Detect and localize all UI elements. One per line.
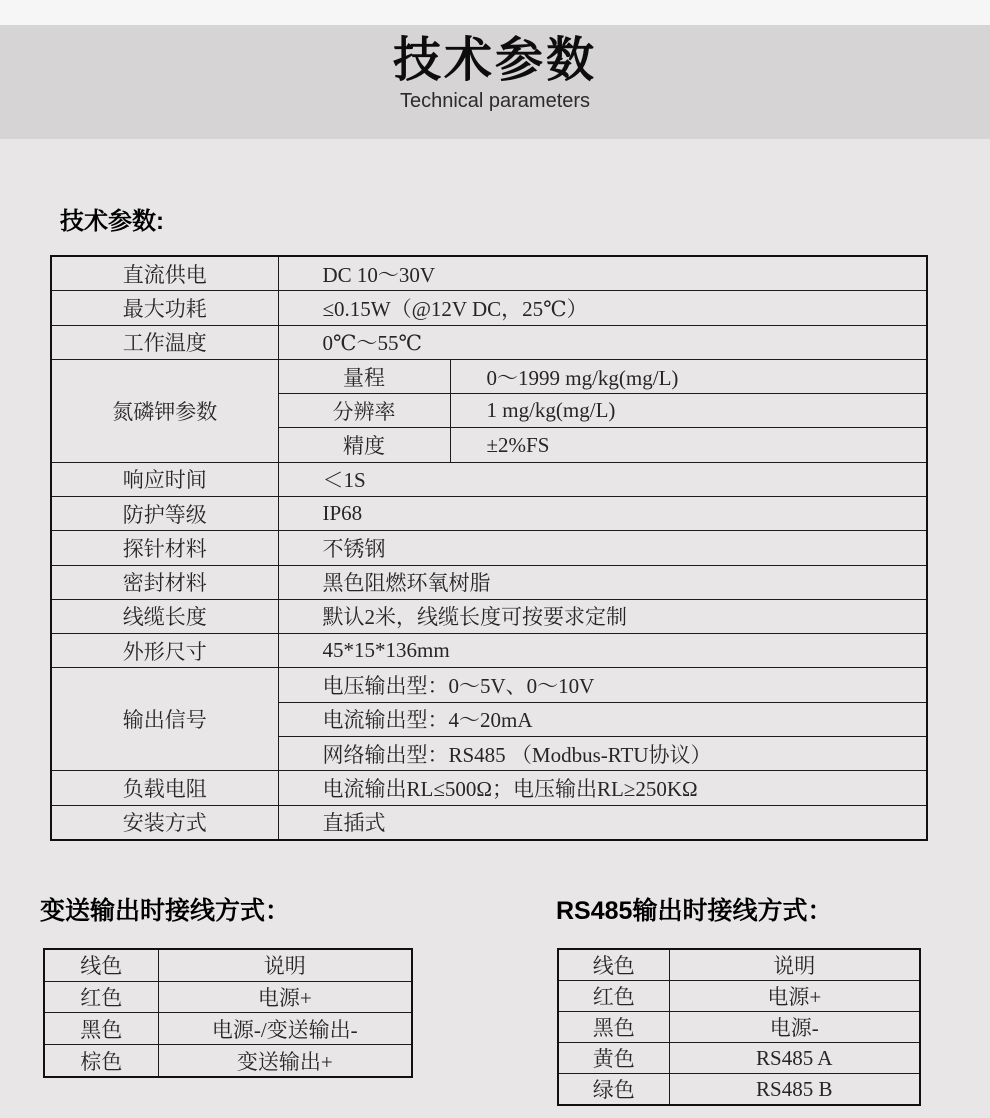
wire-color: 黑色 bbox=[44, 1013, 158, 1045]
wiring-transmit-title: 变送输出时接线方式： bbox=[40, 897, 291, 925]
wire-color: 红色 bbox=[558, 981, 669, 1012]
spec-value: 黑色阻燃环氧树脂 bbox=[278, 565, 927, 599]
spec-value: 不锈钢 bbox=[278, 531, 927, 565]
spec-label: 响应时间 bbox=[51, 462, 278, 496]
wiring-rs485-title: RS485输出时接线方式： bbox=[556, 897, 833, 925]
wire-desc-header: 说明 bbox=[158, 949, 412, 981]
table-row bbox=[558, 949, 920, 981]
wire-desc: RS485 A bbox=[669, 1043, 920, 1074]
table-row bbox=[51, 531, 927, 565]
wiring-rs485-table bbox=[557, 948, 921, 1106]
spec-label: 防护等级 bbox=[51, 496, 278, 530]
spec-table bbox=[50, 255, 928, 841]
spec-value: 默认2米，线缆长度可按要求定制 bbox=[278, 599, 927, 633]
spec-value: 45*15*136mm bbox=[278, 634, 927, 668]
spec-label: 外形尺寸 bbox=[51, 634, 278, 668]
spec-value: IP68 bbox=[278, 496, 927, 530]
spec-label-npk-group: 氮磷钾参数 bbox=[51, 359, 278, 462]
wire-color: 黑色 bbox=[558, 1012, 669, 1043]
table-row bbox=[51, 634, 927, 668]
wire-desc: RS485 B bbox=[669, 1074, 920, 1106]
table-row bbox=[44, 1013, 412, 1045]
spec-label: 直流供电 bbox=[51, 256, 278, 291]
spec-value: DC 10～30V bbox=[278, 256, 927, 291]
wire-desc: 变送输出+ bbox=[158, 1045, 412, 1077]
table-row bbox=[51, 325, 927, 359]
wire-color: 绿色 bbox=[558, 1074, 669, 1106]
top-strip bbox=[0, 0, 990, 25]
table-row bbox=[51, 359, 927, 393]
spec-subvalue: 0～1999 mg/kg(mg/L) bbox=[450, 359, 927, 393]
spec-subvalue: ±2%FS bbox=[450, 428, 927, 462]
banner-title: 技术参数 bbox=[392, 34, 597, 87]
spec-label: 工作温度 bbox=[51, 325, 278, 359]
spec-value: 电压输出型：0～5V、0～10V bbox=[278, 668, 927, 702]
wire-color: 红色 bbox=[44, 981, 158, 1013]
table-row bbox=[51, 496, 927, 530]
table-row bbox=[558, 1043, 920, 1074]
wire-desc: 电源-/变送输出- bbox=[158, 1013, 412, 1045]
section-heading: 技术参数: bbox=[60, 208, 164, 235]
spec-sublabel: 量程 bbox=[278, 359, 450, 393]
wire-color-header: 线色 bbox=[44, 949, 158, 981]
table-row bbox=[44, 949, 412, 981]
spec-sublabel: 精度 bbox=[278, 428, 450, 462]
table-row bbox=[51, 771, 927, 805]
table-row bbox=[51, 565, 927, 599]
spec-value: 直插式 bbox=[278, 805, 927, 840]
table-row bbox=[44, 981, 412, 1013]
spec-label: 最大功耗 bbox=[51, 291, 278, 325]
spec-value: ＜1S bbox=[278, 462, 927, 496]
spec-label: 线缆长度 bbox=[51, 599, 278, 633]
table-row bbox=[558, 1074, 920, 1106]
table-row bbox=[51, 462, 927, 496]
table-row bbox=[558, 1012, 920, 1043]
wiring-transmit-table bbox=[43, 948, 413, 1078]
table-row bbox=[51, 599, 927, 633]
banner bbox=[0, 25, 990, 139]
spec-label: 负载电阻 bbox=[51, 771, 278, 805]
table-row bbox=[51, 256, 927, 291]
spec-sublabel: 分辨率 bbox=[278, 394, 450, 428]
wire-desc: 电源+ bbox=[669, 981, 920, 1012]
table-row bbox=[51, 291, 927, 325]
table-row bbox=[51, 668, 927, 702]
spec-value: 电流输出型：4～20mA bbox=[278, 702, 927, 736]
spec-label-output-group: 输出信号 bbox=[51, 668, 278, 771]
wire-desc: 电源+ bbox=[158, 981, 412, 1013]
table-row bbox=[51, 805, 927, 840]
wire-color: 黄色 bbox=[558, 1043, 669, 1074]
spec-label: 探针材料 bbox=[51, 531, 278, 565]
wire-desc-header: 说明 bbox=[669, 949, 920, 981]
wire-color: 棕色 bbox=[44, 1045, 158, 1077]
spec-value: ≤0.15W（@12V DC，25℃） bbox=[278, 291, 927, 325]
wire-color-header: 线色 bbox=[558, 949, 669, 981]
spec-value: 网络输出型：RS485 （Modbus-RTU协议） bbox=[278, 736, 927, 770]
spec-label: 密封材料 bbox=[51, 565, 278, 599]
spec-label: 安装方式 bbox=[51, 805, 278, 840]
table-row bbox=[558, 981, 920, 1012]
wire-desc: 电源- bbox=[669, 1012, 920, 1043]
banner-subtitle: Technical parameters bbox=[399, 89, 591, 112]
spec-subvalue: 1 mg/kg(mg/L) bbox=[450, 394, 927, 428]
spec-value: 电流输出RL≤500Ω；电压输出RL≥250KΩ bbox=[278, 771, 927, 805]
table-row bbox=[44, 1045, 412, 1077]
spec-value: 0℃～55℃ bbox=[278, 325, 927, 359]
